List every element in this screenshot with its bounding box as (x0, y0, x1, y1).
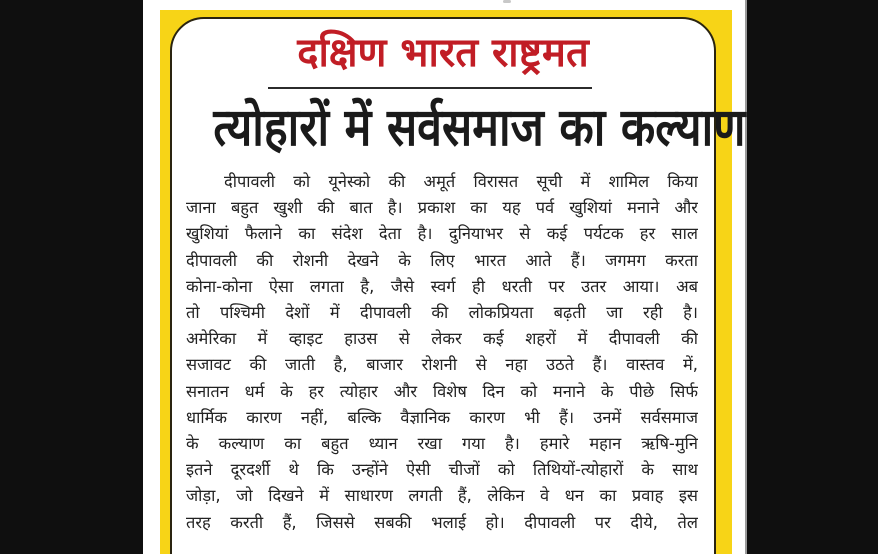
body-line: अमेरिका में व्हाइट हाउस से लेकर कई शहरों में दीपावली की (186, 329, 698, 349)
article-box (170, 17, 746, 554)
top-mark (503, 0, 511, 3)
body-line: खुशियां फैलाने का संदेश देता है। दुनियाभर से कई पर्यटक हर साल (186, 224, 698, 244)
article-headline: त्योहारों में सर्वसमाज का कल्याण (213, 98, 746, 158)
body-line: तरह करती हैं, जिससे सबकी भलाई हो। दीपावली पर दीये, तेल (186, 512, 698, 532)
body-line: जाना बहुत खुशी की बात है। प्रकाश का यह पर्व खुशियां मनाने और (186, 198, 698, 218)
body-line: इतने दूरदर्शी थे कि उन्होंने ऐसी चीजों को तिथियों-त्योहारों के साथ (186, 460, 698, 480)
body-line: सनातन धर्म के हर त्योहार और विशेष दिन को मनाने के पीछे सिर्फ (186, 381, 698, 401)
body-line: के कल्याण का बहुत ध्यान रखा गया है। हमारे महान ऋषि-मुनि (186, 434, 698, 454)
body-line: जोड़ा, जो दिखने में साधारण लगती हैं, लेकिन वे धन का प्रवाह इस (186, 486, 698, 506)
body-line: दीपावली की रोशनी देखने के लिए भारत आते हैं। जगमग करता (186, 250, 698, 270)
body-line: कोना-कोना ऐसा लगता है, जैसे स्वर्ग ही धरती पर उतर आया। अब (186, 276, 698, 296)
body-line: सजावट की जाती है, बाजार रोशनी से नहा उठते हैं। वास्तव में, (186, 355, 698, 375)
masthead-title: दक्षिण भारत राष्ट्रमत (297, 30, 589, 76)
body-line: तो पश्चिमी देशों में दीपावली की लोकप्रियता बढ़ती जा रही है। (186, 303, 698, 323)
newspaper-clipping (143, 0, 747, 554)
article-body (186, 169, 698, 536)
body-line: धार्मिक कारण नहीं, बल्कि वैज्ञानिक कारण भी हैं। उनमें सर्वसमाज (186, 407, 698, 427)
body-line: दीपावली को यूनेस्को की अमूर्त विरासत सूची में शामिल किया (224, 172, 698, 191)
masthead-divider (268, 87, 592, 89)
yellow-frame (160, 10, 746, 554)
